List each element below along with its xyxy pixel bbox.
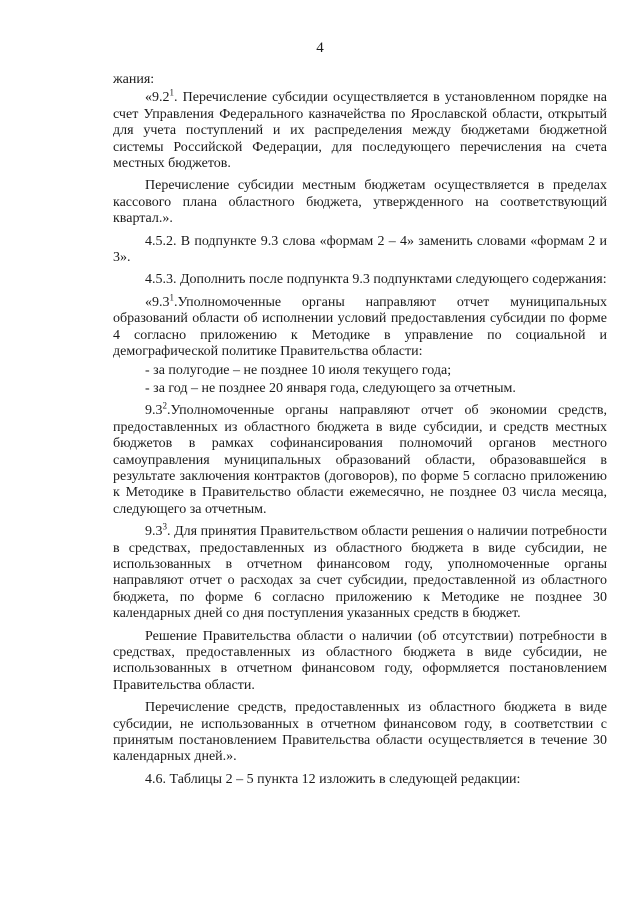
paragraph-9-3-3: $9.3^3$. Для принятия Правительством области решения о наличии потребности в средствах, предоставленных из областного бюджета в виде субсидии, не использованных в отчетном финансовом году, уполномоченные органы направляют отчет о расходах за счет субсидии, предоставленной из областного бюджета, по форме 6 согласно приложению к Методике не позднее 30 календарных дней со дня поступления указанных средств в бюджет. — [113, 521, 607, 622]
paragraph-9-3-2: $9.3^2.Уполномоченные$ органы направляют отчет об экономии средств, предоставленных из областного бюджета в виде субсидии, и средств местных бюджетов в рамках софинансирования полномочий органов местного самоуправления муниципальных образований области, образовавшейся в результате заключения контрактов (договоров), по форме 5 согласно приложению к Методике в Правительство области ежемесячно, не позднее 03 числа месяца, следующего за отчетным. — [113, 400, 607, 517]
paragraph-government-decision: Решение Правительства области о наличии (об отсутствии) потребности в средствах, предоставленных из областного бюджета в виде субсидии, не использованных в отчетном финансовом году, оформляется постановлением Правительства области. — [113, 628, 607, 693]
document-body — [113, 72, 607, 794]
paragraph-transfer-local-budgets: Перечисление субсидии местным бюджетам осуществляется в пределах кассового плана областного бюджета, утвержденного на соответствующий квартал.». — [113, 178, 607, 227]
page-number: 4 — [316, 40, 324, 56]
paragraph-funds-transfer: Перечисление средств, предоставленных из областного бюджета в виде субсидии, не использованных в отчетном финансовом году, в соответствии с принятым постановлением Правительства области осуществляется в течение 30 календарных дней.». — [113, 700, 607, 765]
paragraph-9-3-1: «$9.3^1.Уполномоченные$ органы направляют отчет муниципальных образований области об исполнении условий предоставления субсидии по форме 4 согласно приложению к Методике в управление по социальной и демографической политике Правительства области: — [113, 292, 607, 360]
paragraph-9-2-1: «$9.2^1$. Перечисление субсидии осуществляется в установленном порядке на счет Управления Федерального казначейства по Ярославской области, открытый для учета поступлений и их распределения между бюджетами бюджетной системы Российской Федерации, для последующего перечисления на счета местных бюджетов. — [113, 87, 607, 172]
paragraph-4-5-3: 4.5.3. Дополнить после подпункта 9.3 подпунктами следующего содержания: — [145, 272, 607, 288]
paragraph-4-5-2: 4.5.2. В подпункте 9.3 слова «формам 2 – 4» заменить словами «формам 2 и 3». — [113, 233, 607, 266]
paragraph-continuation: жания: — [113, 72, 155, 87]
list-item-half-year: - за полугодие – не позднее 10 июля текущего года; — [145, 362, 452, 378]
list-item-year: - за год – не позднее 20 января года, следующего за отчетным. — [145, 380, 516, 396]
paragraph-4-6: 4.6. Таблицы 2 – 5 пункта 12 изложить в следующей редакции: — [145, 771, 521, 787]
